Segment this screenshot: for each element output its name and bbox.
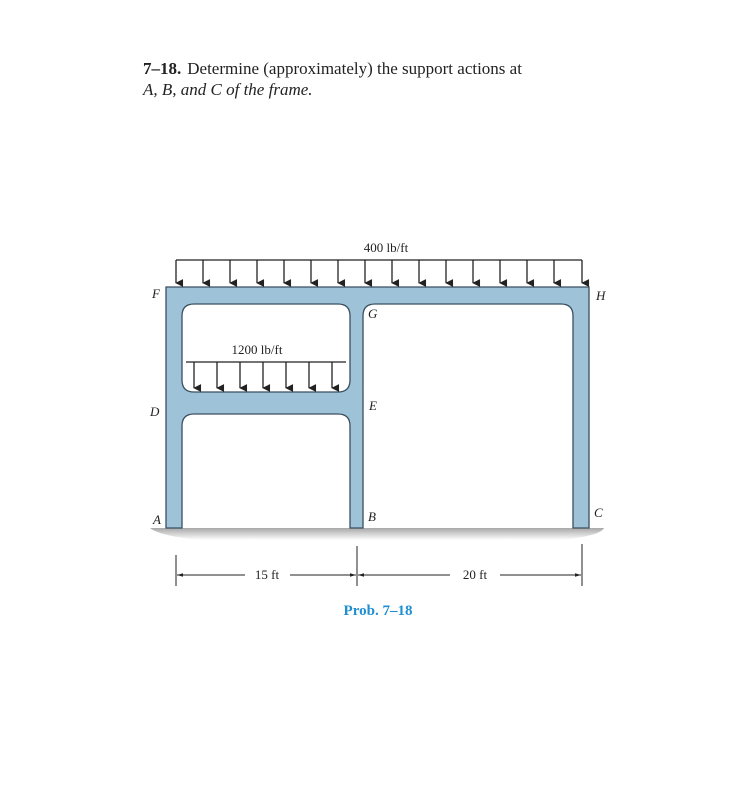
floor-load (186, 362, 346, 388)
figure-caption: Prob. 7–18 (343, 603, 413, 619)
label-C: C (594, 505, 603, 520)
ground (150, 528, 604, 540)
dimension-right: 20 ft (462, 567, 488, 582)
problem-number: 7–18. (143, 59, 182, 78)
roof-load-label: 400 lb/ft (363, 240, 409, 255)
label-B: B (368, 509, 376, 524)
roof-load (176, 260, 582, 283)
dimension-lines (176, 544, 582, 586)
label-E: E (369, 398, 377, 413)
problem-text-1: Determine (approximately) the support actions at (187, 59, 522, 78)
label-H: H (596, 288, 606, 303)
dimension-left: 15 ft (254, 567, 280, 582)
label-A: A (153, 512, 161, 527)
frame-members (166, 287, 589, 528)
floor-load-label: 1200 lb/ft (231, 342, 283, 357)
label-G: G (368, 306, 378, 321)
problem-text-2: A, B, and C of the frame. (143, 80, 313, 99)
label-D: D (150, 404, 160, 419)
label-F: F (152, 286, 160, 301)
